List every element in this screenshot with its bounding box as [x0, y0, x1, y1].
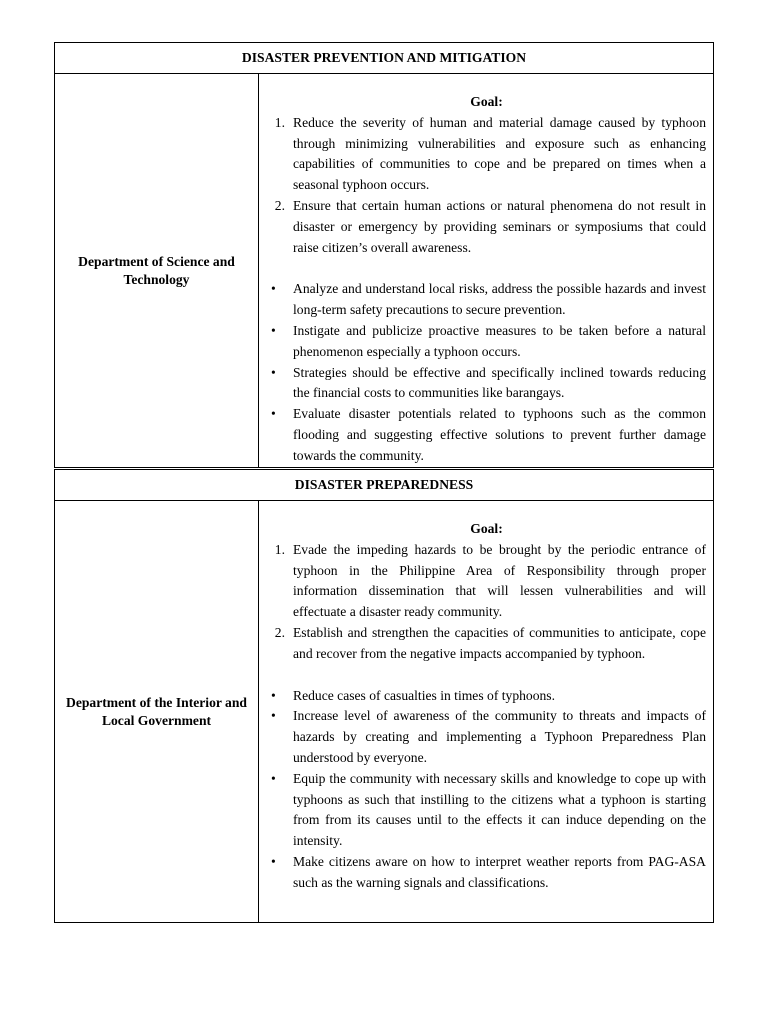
- bullet-icon: •: [271, 364, 276, 380]
- bullet-icon: •: [271, 322, 276, 338]
- goal-text: Evade the impeding hazards to be brought by the periodic entrance of typhoon in the Philippine Area of Responsibility through proper information dissemination that will lessen vulnerabilities and will effectuate a disaster ready community.: [293, 541, 706, 620]
- goal-item: 2. Ensure that certain human actions or natural phenomena do not result in disaster or emergency by providing seminars or symposiums that could raise citizen’s overall awareness.: [267, 196, 706, 258]
- section-body: [55, 74, 713, 468]
- strategy-item: [267, 706, 706, 768]
- department-name: Department of the Interior and Local Government: [55, 501, 259, 923]
- goal-title: Goal:: [470, 94, 503, 109]
- bullet-icon: •: [271, 853, 276, 869]
- goal-list: [267, 113, 706, 259]
- section-preparedness: [54, 469, 714, 923]
- strategy-list: [267, 279, 706, 466]
- goal-title: Goal:: [470, 521, 503, 536]
- section-header: DISASTER PREVENTION AND MITIGATION: [55, 43, 713, 74]
- strategy-item: [267, 686, 706, 707]
- bullet-icon: •: [271, 406, 276, 422]
- section-content: [259, 501, 713, 923]
- section-body: [55, 501, 713, 923]
- goal-item: 1. Reduce the severity of human and material damage caused by typhoon through minimizing vulnerabilities and exposure such as enhancing capabilities of communities to cope and be prepared on times when a seasonal typhoon occurs.: [267, 113, 706, 196]
- strategy-item: [267, 769, 706, 852]
- strategy-text: Equip the community with necessary skills and knowledge to cope up with typhoons as such that instilling to the citizens what a typhoon is starting from from its causes until to the effects it can induce depending on the intensity.: [293, 770, 706, 849]
- goal-list: [267, 540, 706, 665]
- strategy-item: [267, 852, 706, 894]
- strategy-text: Analyze and understand local risks, address the possible hazards and invest long-term safety precautions to secure prevention.: [293, 281, 706, 318]
- bullet-icon: •: [271, 770, 276, 786]
- goal-item: 2. Establish and strengthen the capacities of communities to anticipate, cope and recover from the negative impacts accompanied by typhoon.: [267, 623, 706, 665]
- section-prevention-mitigation: [54, 42, 714, 468]
- strategy-text: Strategies should be effective and specifically inclined towards reducing the financial costs to communities like barangays.: [293, 364, 706, 401]
- bullet-icon: •: [271, 708, 276, 724]
- section-content: [259, 74, 713, 468]
- strategy-item: [267, 321, 706, 363]
- section-header: DISASTER PREPAREDNESS: [55, 470, 713, 501]
- strategy-text: Evaluate disaster potentials related to typhoons such as the common flooding and suggesting effective solutions to prevent further damage towards the community.: [293, 406, 706, 463]
- goal-item: 1. Evade the impeding hazards to be brought by the periodic entrance of typhoon in the Philippine Area of Responsibility through proper information dissemination that will lessen vulnerabilities and will effectuate a disaster ready community.: [267, 540, 706, 623]
- strategy-list: [267, 686, 706, 894]
- bullet-icon: •: [271, 281, 276, 297]
- bullet-icon: •: [271, 687, 276, 703]
- strategy-item: [267, 404, 706, 466]
- goal-text: Reduce the severity of human and material damage caused by typhoon through minimizing vulnerabilities and exposure such as enhancing capabilities of communities to cope and be prepared on times when a seasonal typhoon occurs.: [293, 114, 706, 193]
- goal-text: Establish and strengthen the capacities of communities to anticipate, cope and recover from the negative impacts accompanied by typhoon.: [293, 624, 706, 661]
- department-name: Department of Science and Technology: [55, 74, 259, 468]
- strategy-item: [267, 279, 706, 321]
- strategy-text: Increase level of awareness of the community to threats and impacts of hazards by creating and implementing a Typhoon Preparedness Plan understood by everyone.: [293, 708, 706, 765]
- goal-text: Ensure that certain human actions or natural phenomena do not result in disaster or emergency by providing seminars or symposiums that could raise citizen’s overall awareness.: [293, 197, 706, 255]
- strategy-text: Make citizens aware on how to interpret weather reports from PAG-ASA such as the warning signals and classifications.: [293, 853, 706, 890]
- strategy-text: Reduce cases of casualties in times of typhoons.: [293, 687, 555, 703]
- strategy-item: [267, 363, 706, 405]
- strategy-text: Instigate and publicize proactive measures to be taken before a natural phenomenon especially a typhoon occurs.: [293, 322, 706, 359]
